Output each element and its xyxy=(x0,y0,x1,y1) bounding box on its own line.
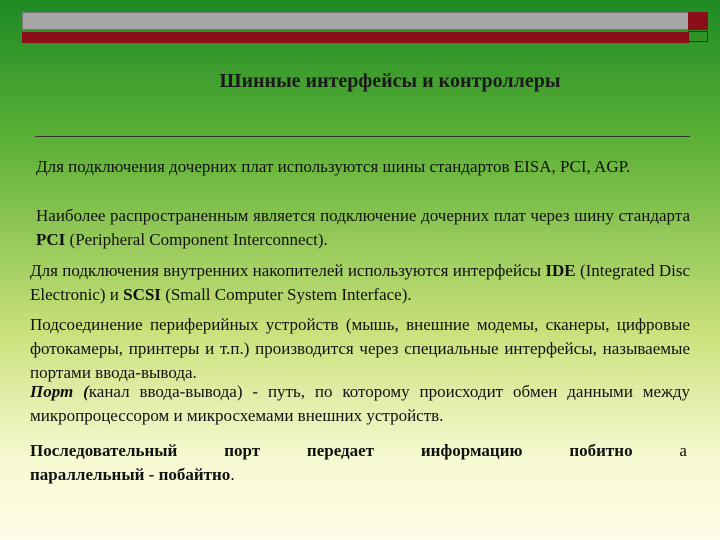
word: побитно xyxy=(569,441,633,460)
corner-red-square xyxy=(688,12,708,30)
text: Для подключения внутренних накопителей используются интерфейсы xyxy=(30,261,546,280)
page-title: Шинные интерфейсы и контроллеры xyxy=(219,70,561,92)
period: . xyxy=(230,465,235,484)
text: (Integrated Disc Electronic) и xyxy=(30,261,690,304)
line-serial xyxy=(30,439,687,463)
paragraph-buses: Для подключения дочерних плат используются шины стандартов EISA, PCI, AGP. xyxy=(36,157,631,176)
text: параллельный - побайтно xyxy=(30,465,231,484)
text: Наиболее распространенным является подключение дочерних плат через шину стандарта xyxy=(36,206,690,225)
word: информацию xyxy=(420,441,523,460)
header-red-bar xyxy=(22,32,689,43)
term-pci: PCI xyxy=(36,230,66,249)
word: передает xyxy=(306,441,375,460)
word: а xyxy=(679,441,687,460)
word: порт xyxy=(224,441,261,460)
word: Последовательный xyxy=(30,441,178,460)
text: (Peripheral Component Interconnect). xyxy=(65,230,328,249)
term-ide: IDE xyxy=(545,261,576,280)
title-divider xyxy=(35,136,690,137)
paragraph-serial-parallel xyxy=(30,439,687,487)
term-scsi: SCSI xyxy=(123,285,161,304)
header-decoration xyxy=(22,12,689,42)
paragraph-peripherals: Подсоединение периферийных устройств (мышь, внешние модемы, сканеры, цифровые фотокамеры, принтеры и т.п.) производится через специальные интерфейсы, называемые портами ввода-вывода. xyxy=(30,315,690,382)
line-parallel xyxy=(30,463,687,487)
header-gray-bar xyxy=(22,12,689,30)
paragraph-port-definition xyxy=(30,380,690,428)
paragraph-storage xyxy=(30,259,690,307)
term-port: Порт ( xyxy=(30,382,89,401)
corner-outline-square xyxy=(688,31,708,42)
text: канал ввода-вывода) - путь, по которому происходит обмен данными между микропроцессором и микросхемами внешних устройств. xyxy=(30,382,690,425)
text: (Small Computer System Interface). xyxy=(160,285,412,304)
paragraph-pci xyxy=(36,204,690,252)
